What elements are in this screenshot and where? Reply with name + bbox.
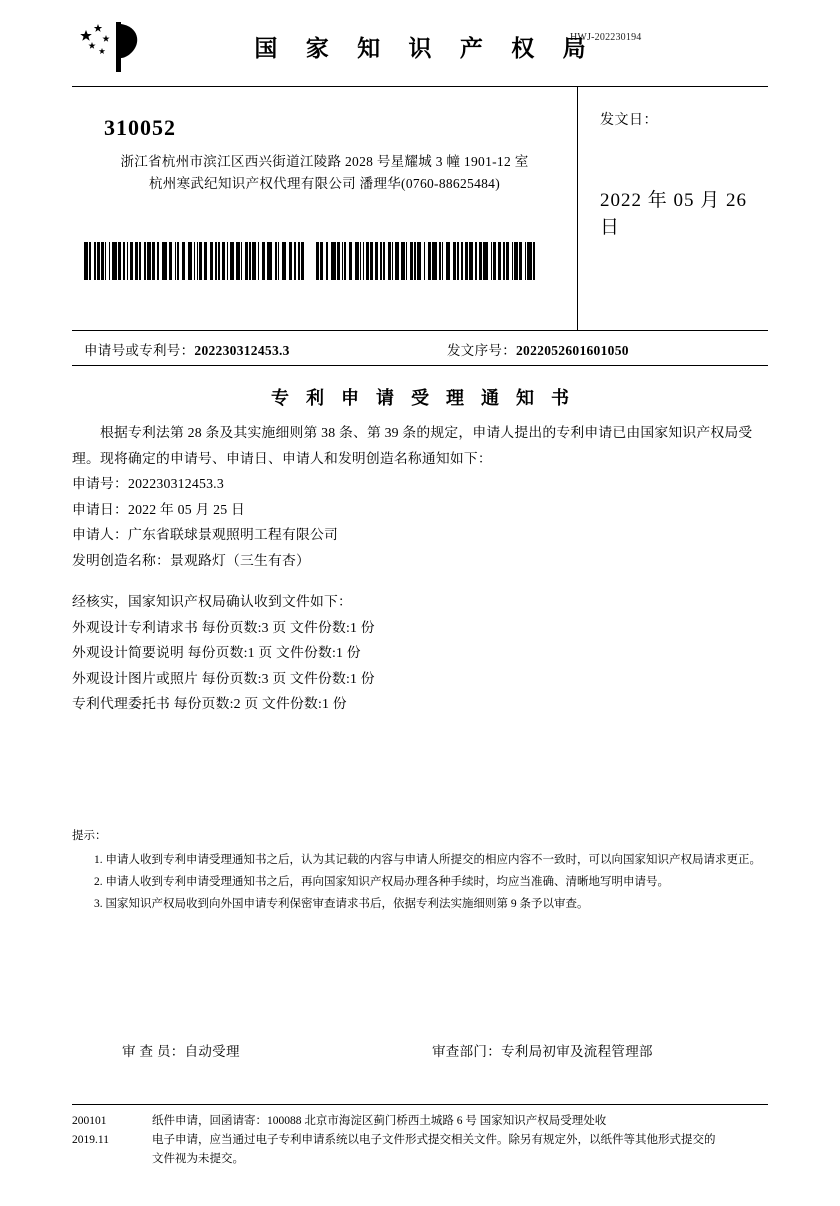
document-item-request: 外观设计专利请求书 每份页数:3 页 文件份数:1 份	[72, 619, 375, 635]
tips-section	[72, 826, 768, 915]
footer-line-3: 文件视为未提交。	[152, 1152, 244, 1165]
body-item-invention-name: 发明创造名称：景观路灯（三生有杏）	[72, 552, 310, 568]
tips-label: 提示：	[72, 830, 107, 842]
examiner-value: 自动受理	[184, 1044, 240, 1059]
numbers-row	[72, 331, 768, 366]
footer-code-2: 2019.11	[72, 1133, 109, 1146]
barcode-group	[84, 242, 564, 282]
address-line-1: 浙江省杭州市滨江区西兴街道江陵路 2028 号星耀城 3 幢 1901-12 室	[120, 154, 529, 169]
barcode-application-number	[84, 242, 304, 280]
footer-line-1: 纸件申请，回函请寄：100088 北京市海淀区蓟门桥西土城路 6 号 国家知识产权局受理处收	[152, 1115, 607, 1127]
dispatch-number-label: 发文序号：	[447, 343, 516, 358]
issue-date-label: 发文日：	[600, 113, 658, 128]
tips-item-1: 1. 申请人收到专利申请受理通知书之后，认为其记载的内容与申请人所提交的相应内容不一致时，可以向国家知识产权局请求更正。	[94, 853, 761, 866]
document-item-drawings: 外观设计图片或照片 每份页数:3 页 文件份数:1 份	[72, 670, 375, 686]
application-number-value: 202230312453.3	[194, 343, 290, 358]
document-item-power-of-attorney: 专利代理委托书 每份页数:2 页 文件份数:1 份	[72, 696, 347, 712]
footer-line-2: 电子申请，应当通过电子专利申请系统以电子文件形式提交相关文件。除另有规定外，以纸件等其他形式提交的	[152, 1133, 716, 1146]
body-spacer	[72, 573, 768, 589]
department-field	[432, 1040, 653, 1060]
issue-date-value: 2022 年 05 月 26 日	[600, 190, 748, 238]
address-section	[72, 87, 577, 330]
address-date-block	[72, 87, 768, 331]
examiner-field	[122, 1040, 240, 1060]
application-number-label: 申请号或专利号：	[84, 343, 195, 358]
examiner-row	[72, 1040, 768, 1060]
document-page	[0, 18, 840, 1206]
department-value: 专利局初审及流程管理部	[501, 1044, 653, 1059]
application-number-field	[84, 339, 290, 359]
document-code: HWJ-202230194	[570, 32, 642, 43]
department-label: 审查部门：	[432, 1044, 501, 1059]
examiner-label: 审 查 员：	[122, 1044, 185, 1059]
body-item-applicant: 申请人：广东省联球景观照明工程有限公司	[72, 527, 338, 543]
notice-body	[72, 420, 768, 717]
dispatch-number-value: 2022052601601050	[516, 343, 629, 358]
dispatch-number-field	[447, 339, 629, 359]
body-paragraph-1: 根据专利法第 28 条及其实施细则第 38 条、第 39 条的规定，申请人提出的专利申请已由国家知识产权局受理。现将确定的申请号、申请日、申请人和发明创造名称通知如下：	[72, 425, 753, 466]
body-item-application-number: 申请号：202230312453.3	[72, 476, 224, 492]
page-title: 国 家 知 识 产 权 局	[254, 35, 597, 61]
document-item-brief-description: 外观设计简要说明 每份页数:1 页 文件份数:1 份	[72, 645, 361, 661]
notice-title: 专 利 申 请 受 理 通 知 书	[270, 388, 575, 408]
postal-code: 310052	[104, 115, 176, 140]
footer-codes	[72, 1112, 152, 1150]
address-line-2: 杭州寒武纪知识产权代理有限公司 潘理华(0760-88625484)	[148, 175, 501, 191]
footer-body	[152, 1112, 768, 1169]
barcode-dispatch-serial	[316, 242, 535, 280]
body-item-application-date: 申请日：2022 年 05 月 25 日	[72, 501, 246, 517]
tips-item-2: 2. 申请人收到专利申请受理通知书之后，再向国家知识产权局办理各种手续时，均应当准确、清晰地写明申请号。	[94, 875, 669, 888]
tips-item-3: 3. 国家知识产权局收到向外国申请专利保密审查请求书后，依据专利法实施细则第 9 条予以审查。	[94, 897, 589, 910]
body-confirm-line: 经核实，国家知识产权局确认收到文件如下：	[72, 594, 352, 610]
document-footer	[72, 1104, 768, 1169]
document-header	[72, 18, 768, 87]
issue-date-section	[577, 87, 768, 330]
footer-code-1: 200101	[72, 1115, 107, 1127]
